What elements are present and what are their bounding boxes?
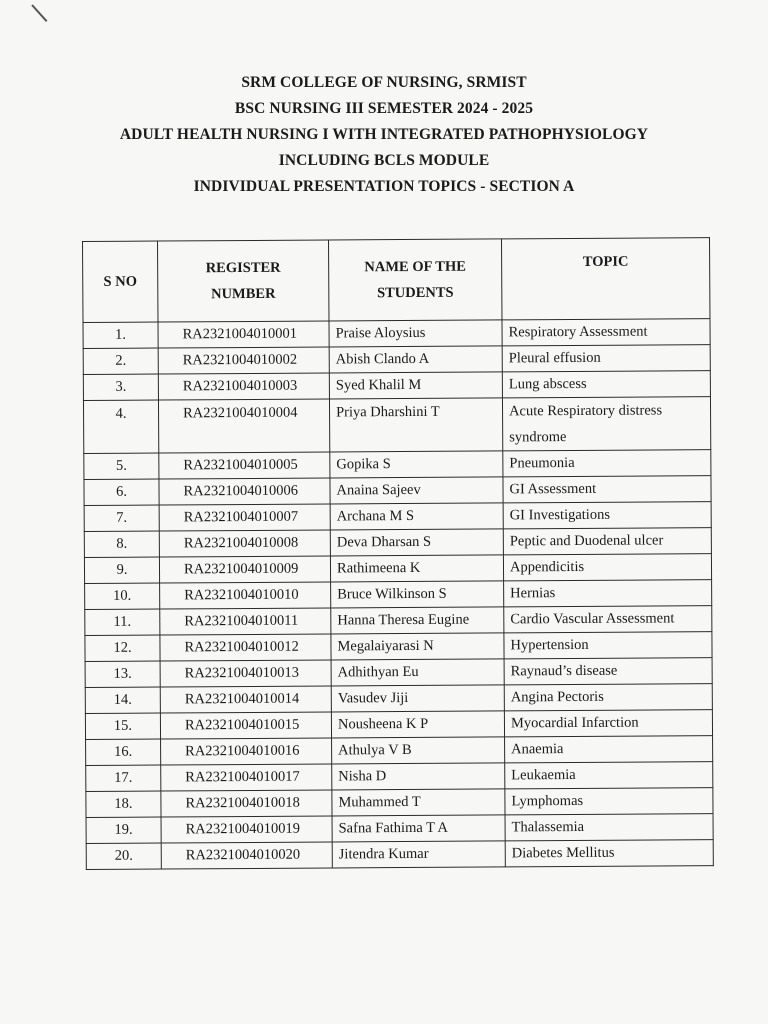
cell-student-name: Abish Clando A	[329, 346, 502, 373]
cell-student-name: Muhammed T	[332, 789, 505, 816]
course-title: ADULT HEALTH NURSING I WITH INTEGRATED PATHOPHYSIOLOGY	[119, 126, 649, 143]
cell-sno: 19.	[86, 817, 161, 843]
cell-student-name: Archana M S	[330, 503, 503, 530]
cell-register-number: RA2321004010014	[160, 686, 331, 713]
cell-topic: GI Assessment	[503, 476, 711, 503]
cell-topic: Leukaemia	[505, 762, 713, 789]
cell-register-number: RA2321004010020	[161, 842, 332, 869]
table-row	[85, 710, 712, 740]
cell-register-number: RA2321004010008	[159, 530, 330, 557]
cell-register-number: RA2321004010018	[161, 790, 332, 817]
cell-sno: 4.	[83, 400, 158, 453]
cell-topic: Anaemia	[505, 736, 713, 763]
cell-student-name: Nousheena K P	[331, 711, 504, 738]
table-row	[83, 397, 710, 454]
cell-student-name: Gopika S	[330, 451, 503, 478]
cell-topic: Pleural effusion	[502, 345, 710, 372]
cell-sno: 3.	[83, 374, 158, 400]
cell-topic: Peptic and Duodenal ulcer	[503, 528, 711, 555]
cell-topic: Thalassemia	[505, 814, 713, 841]
scan-mark	[31, 4, 47, 22]
cell-register-number: RA2321004010005	[159, 452, 330, 479]
cell-student-name: Bruce Wilkinson S	[331, 581, 504, 608]
table-row	[86, 814, 713, 844]
cell-topic: GI Investigations	[503, 502, 711, 529]
table-header-row	[83, 238, 710, 323]
table-row	[85, 632, 712, 662]
cell-student-name: Jitendra Kumar	[332, 841, 505, 868]
cell-student-name: Vasudev Jiji	[331, 685, 504, 712]
cell-register-number: RA2321004010015	[160, 712, 331, 739]
cell-topic: Acute Respiratory distress syndrome	[502, 397, 710, 451]
cell-student-name: Hanna Theresa Eugine	[331, 607, 504, 634]
cell-register-number: RA2321004010011	[160, 608, 331, 635]
table-row	[83, 371, 710, 401]
cell-sno: 7.	[84, 505, 159, 531]
cell-register-number: RA2321004010003	[158, 373, 329, 400]
table-row	[83, 319, 710, 349]
topics-table-container	[82, 237, 714, 870]
cell-register-number: RA2321004010006	[159, 478, 330, 505]
cell-register-number: RA2321004010002	[158, 347, 329, 374]
table-row	[86, 762, 713, 792]
cell-sno: 18.	[86, 791, 161, 817]
cell-sno: 9.	[84, 557, 159, 583]
course-module: INCLUDING BCLS MODULE	[278, 152, 490, 169]
college-name: SRM COLLEGE OF NURSING, SRMIST	[241, 74, 527, 91]
header-topic: TOPIC	[501, 238, 709, 320]
cell-register-number: RA2321004010009	[159, 556, 330, 583]
cell-student-name: Anaina Sajeev	[330, 477, 503, 504]
table-row	[85, 606, 712, 636]
cell-sno: 11.	[85, 609, 160, 635]
cell-sno: 2.	[83, 348, 158, 374]
cell-topic: Lung abscess	[502, 371, 710, 398]
cell-sno: 8.	[84, 531, 159, 557]
cell-student-name: Praise Aloysius	[329, 320, 502, 347]
table-row	[85, 684, 712, 714]
header-sno: S NO	[83, 241, 158, 322]
cell-sno: 10.	[85, 583, 160, 609]
cell-register-number: RA2321004010010	[160, 582, 331, 609]
cell-sno: 20.	[86, 843, 161, 869]
document-title: INDIVIDUAL PRESENTATION TOPICS - SECTION A	[193, 178, 575, 195]
cell-topic: Angina Pectoris	[504, 684, 712, 711]
cell-topic: Raynaud’s disease	[504, 658, 712, 685]
document-header	[0, 70, 768, 200]
cell-student-name: Syed Khalil M	[329, 372, 502, 399]
cell-topic: Hypertension	[504, 632, 712, 659]
cell-student-name: Adhithyan Eu	[331, 659, 504, 686]
program-semester: BSC NURSING III SEMESTER 2024 - 2025	[234, 100, 534, 117]
cell-register-number: RA2321004010012	[160, 634, 331, 661]
table-row	[86, 736, 713, 766]
cell-topic: Cardio Vascular Assessment	[504, 606, 712, 633]
topics-table	[82, 237, 714, 870]
table-row	[84, 528, 711, 558]
cell-topic: Hernias	[504, 580, 712, 607]
table-row	[85, 580, 712, 610]
table-row	[83, 345, 710, 375]
cell-register-number: RA2321004010016	[161, 738, 332, 765]
cell-topic: Myocardial Infarction	[504, 710, 712, 737]
cell-sno: 1.	[83, 322, 158, 348]
cell-sno: 16.	[86, 739, 161, 765]
cell-student-name: Nisha D	[332, 763, 505, 790]
header-student-name: NAME OF THE STUDENTS	[328, 239, 501, 321]
cell-register-number: RA2321004010007	[159, 504, 330, 531]
table-row	[85, 658, 712, 688]
cell-register-number: RA2321004010004	[158, 399, 329, 453]
cell-topic: Appendicitis	[503, 554, 711, 581]
cell-student-name: Safna Fathima T A	[332, 815, 505, 842]
cell-student-name: Deva Dharsan S	[330, 529, 503, 556]
table-row	[84, 554, 711, 584]
cell-student-name: Athulya V B	[332, 737, 505, 764]
table-row	[84, 450, 711, 480]
cell-student-name: Priya Dharshini T	[329, 398, 502, 452]
cell-sno: 5.	[84, 453, 159, 479]
cell-sno: 13.	[85, 661, 160, 687]
header-register-number: REGISTER NUMBER	[158, 240, 329, 322]
cell-topic: Respiratory Assessment	[502, 319, 710, 346]
cell-register-number: RA2321004010017	[161, 764, 332, 791]
table-row	[84, 502, 711, 532]
cell-register-number: RA2321004010019	[161, 816, 332, 843]
cell-sno: 14.	[85, 687, 160, 713]
cell-student-name: Rathimeena K	[330, 555, 503, 582]
table-row	[86, 788, 713, 818]
cell-topic: Pneumonia	[503, 450, 711, 477]
cell-register-number: RA2321004010013	[160, 660, 331, 687]
cell-student-name: Megalaiyarasi N	[331, 633, 504, 660]
cell-sno: 6.	[84, 479, 159, 505]
cell-sno: 17.	[86, 765, 161, 791]
cell-sno: 15.	[85, 713, 160, 739]
table-row	[86, 840, 713, 870]
cell-topic: Lymphomas	[505, 788, 713, 815]
cell-register-number: RA2321004010001	[158, 321, 329, 348]
table-row	[84, 476, 711, 506]
cell-sno: 12.	[85, 635, 160, 661]
cell-topic: Diabetes Mellitus	[505, 840, 713, 867]
